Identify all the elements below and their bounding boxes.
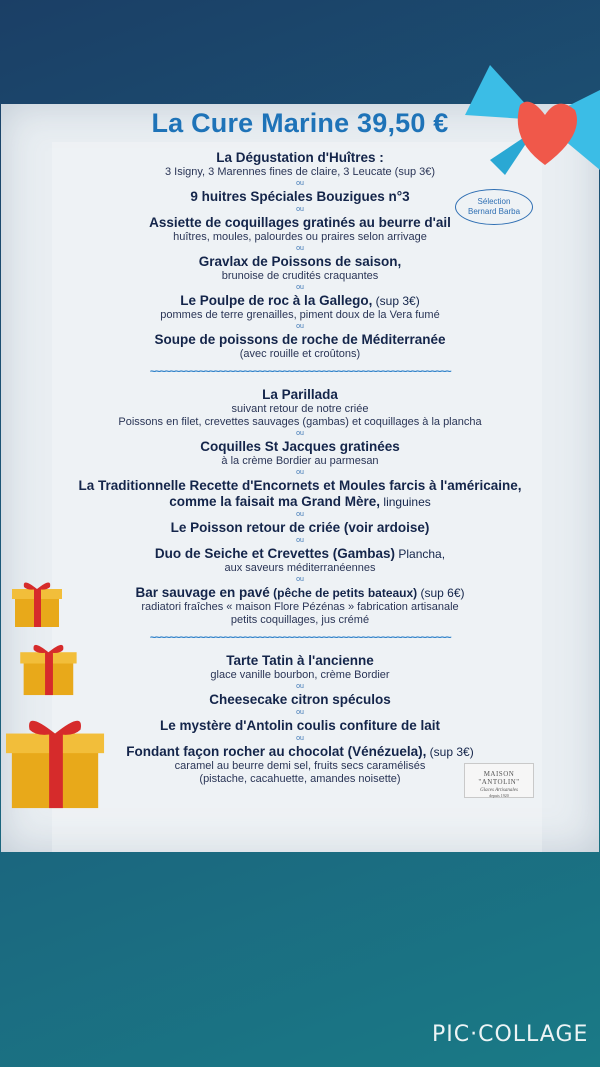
item-name [40, 585, 560, 601]
item-name-text: Bar sauvage en pavé [135, 585, 270, 600]
antolin-line-2: Glaces Artisanales [480, 788, 518, 793]
item-desc: à la crème Bordier au parmesan [221, 455, 379, 467]
badge-line-2: Bernard Barba [467, 207, 521, 216]
or-divider: ou [296, 469, 304, 476]
antolin-line-1: MAISON "ANTOLIN" [478, 770, 520, 786]
or-divider: ou [296, 576, 304, 583]
item-name-text: Duo de Seiche et Crevettes (Gambas) [154, 546, 396, 561]
item-name [40, 546, 560, 562]
menu-item-duo-seiche [40, 546, 560, 575]
menu-item-cheesecake [40, 692, 560, 708]
menu-list [40, 150, 560, 786]
item-supplement: (sup 3€) [426, 745, 474, 759]
item-name: Gravlax de Poissons de saison, [198, 254, 402, 269]
menu-item-gravlax [40, 254, 560, 283]
item-desc: radiatori fraîches « maison Flore Pézénas » fabrication artisanale [141, 601, 459, 613]
pic-collage-watermark: PIC·COLLAGE [432, 1022, 589, 1047]
or-divider: ou [296, 709, 304, 716]
item-name: Le Poisson retour de criée (voir ardoise) [170, 520, 430, 535]
item-desc: huîtres, moules, palourdes ou praires selon arrivage [173, 231, 427, 243]
gift-icon [10, 577, 65, 629]
item-name: La Dégustation d'Huîtres : [216, 150, 384, 165]
gift-icon [18, 638, 80, 698]
item-name-small: (pêche de petits bateaux) [269, 586, 418, 600]
item-name-text: Le Poulpe de roc à la Gallego, [180, 293, 373, 308]
or-divider: ou [296, 735, 304, 742]
or-divider: ou [296, 245, 304, 252]
item-name: Tarte Tatin à l'ancienne [226, 653, 374, 668]
section-separator: ~~~~~~~~~~~~~~~~~~~~~~~~~~~~~~~~~~~~~~~~~~~~~~~~~~~~~~~~~~~~~ [149, 366, 451, 378]
item-desc-2: (pistache, cacahuette, amandes noisette) [199, 773, 401, 785]
menu-item-poulpe [40, 293, 560, 322]
gift-icon [2, 710, 110, 812]
menu-item-poisson-criee [40, 520, 560, 536]
item-note: linguines [380, 495, 431, 509]
bow-heart-sticker [450, 60, 600, 220]
item-supplement: (sup 6€) [417, 586, 465, 600]
menu-item-st-jacques [40, 439, 560, 468]
item-name: Soupe de poissons de roche de Méditerranée [154, 332, 446, 347]
item-name-text: Fondant façon rocher au chocolat (Vénézuela), [126, 744, 427, 759]
item-desc: aux saveurs méditerranéennes [224, 562, 376, 574]
item-name: La Traditionnelle Recette d'Encornets et Moules farcis à l'américaine, [78, 478, 522, 493]
or-divider: ou [296, 537, 304, 544]
or-divider: ou [296, 511, 304, 518]
item-name-2 [40, 494, 560, 510]
item-note: Plancha, [395, 547, 446, 561]
item-name: Cheesecake citron spéculos [209, 692, 391, 707]
item-desc: caramel au beurre demi sel, fruits secs caramélisés [174, 760, 426, 772]
menu-item-parillada [40, 387, 560, 429]
item-desc-2: petits coquillages, jus crémé [230, 614, 370, 626]
item-name: Coquilles St Jacques gratinées [200, 439, 400, 454]
item-desc: glace vanille bourbon, crème Bordier [210, 669, 390, 681]
menu-item-tarte-tatin [40, 653, 560, 682]
or-divider: ou [296, 180, 304, 187]
item-desc: (avec rouille et croûtons) [239, 348, 361, 360]
item-desc: 3 Isigny, 3 Marennes fines de claire, 3 Leucate (sup 3€) [164, 166, 436, 178]
or-divider: ou [296, 683, 304, 690]
item-name: Assiette de coquillages gratinés au beurre d'ail [149, 215, 451, 230]
menu-item-soupe [40, 332, 560, 361]
item-name: La Parillada [262, 387, 338, 402]
item-name-text: comme la faisait ma Grand Mère, [169, 494, 381, 509]
badge-line-1: Sélection [477, 197, 511, 206]
item-desc-2: Poissons en filet, crevettes sauvages (gambas) et coquillages à la plancha [118, 416, 482, 428]
or-divider: ou [296, 284, 304, 291]
item-desc: suivant retour de notre criée [231, 403, 369, 415]
item-name [40, 744, 560, 760]
antolin-line-3: depuis 1920 [489, 793, 509, 798]
item-name [40, 293, 560, 309]
menu-title: La Cure Marine 39,50 € [151, 108, 449, 138]
or-divider: ou [296, 206, 304, 213]
menu-item-mystere-antolin [40, 718, 560, 734]
item-name: 9 huitres Spéciales Bouzigues n°3 [190, 189, 410, 204]
menu-item-bar-sauvage [40, 585, 560, 627]
antolin-logo [464, 763, 534, 798]
item-desc: brunoise de crudités craquantes [221, 270, 379, 282]
item-supplement: (sup 3€) [372, 294, 420, 308]
item-name: Le mystère d'Antolin coulis confiture de lait [159, 718, 440, 733]
menu-item-encornets [40, 478, 560, 510]
item-desc: pommes de terre grenailles, piment doux de la Vera fumé [160, 309, 440, 321]
or-divider: ou [296, 430, 304, 437]
section-separator: ~~~~~~~~~~~~~~~~~~~~~~~~~~~~~~~~~~~~~~~~~~~~~~~~~~~~~~~~~~~~~ [149, 632, 451, 644]
or-divider: ou [296, 323, 304, 330]
